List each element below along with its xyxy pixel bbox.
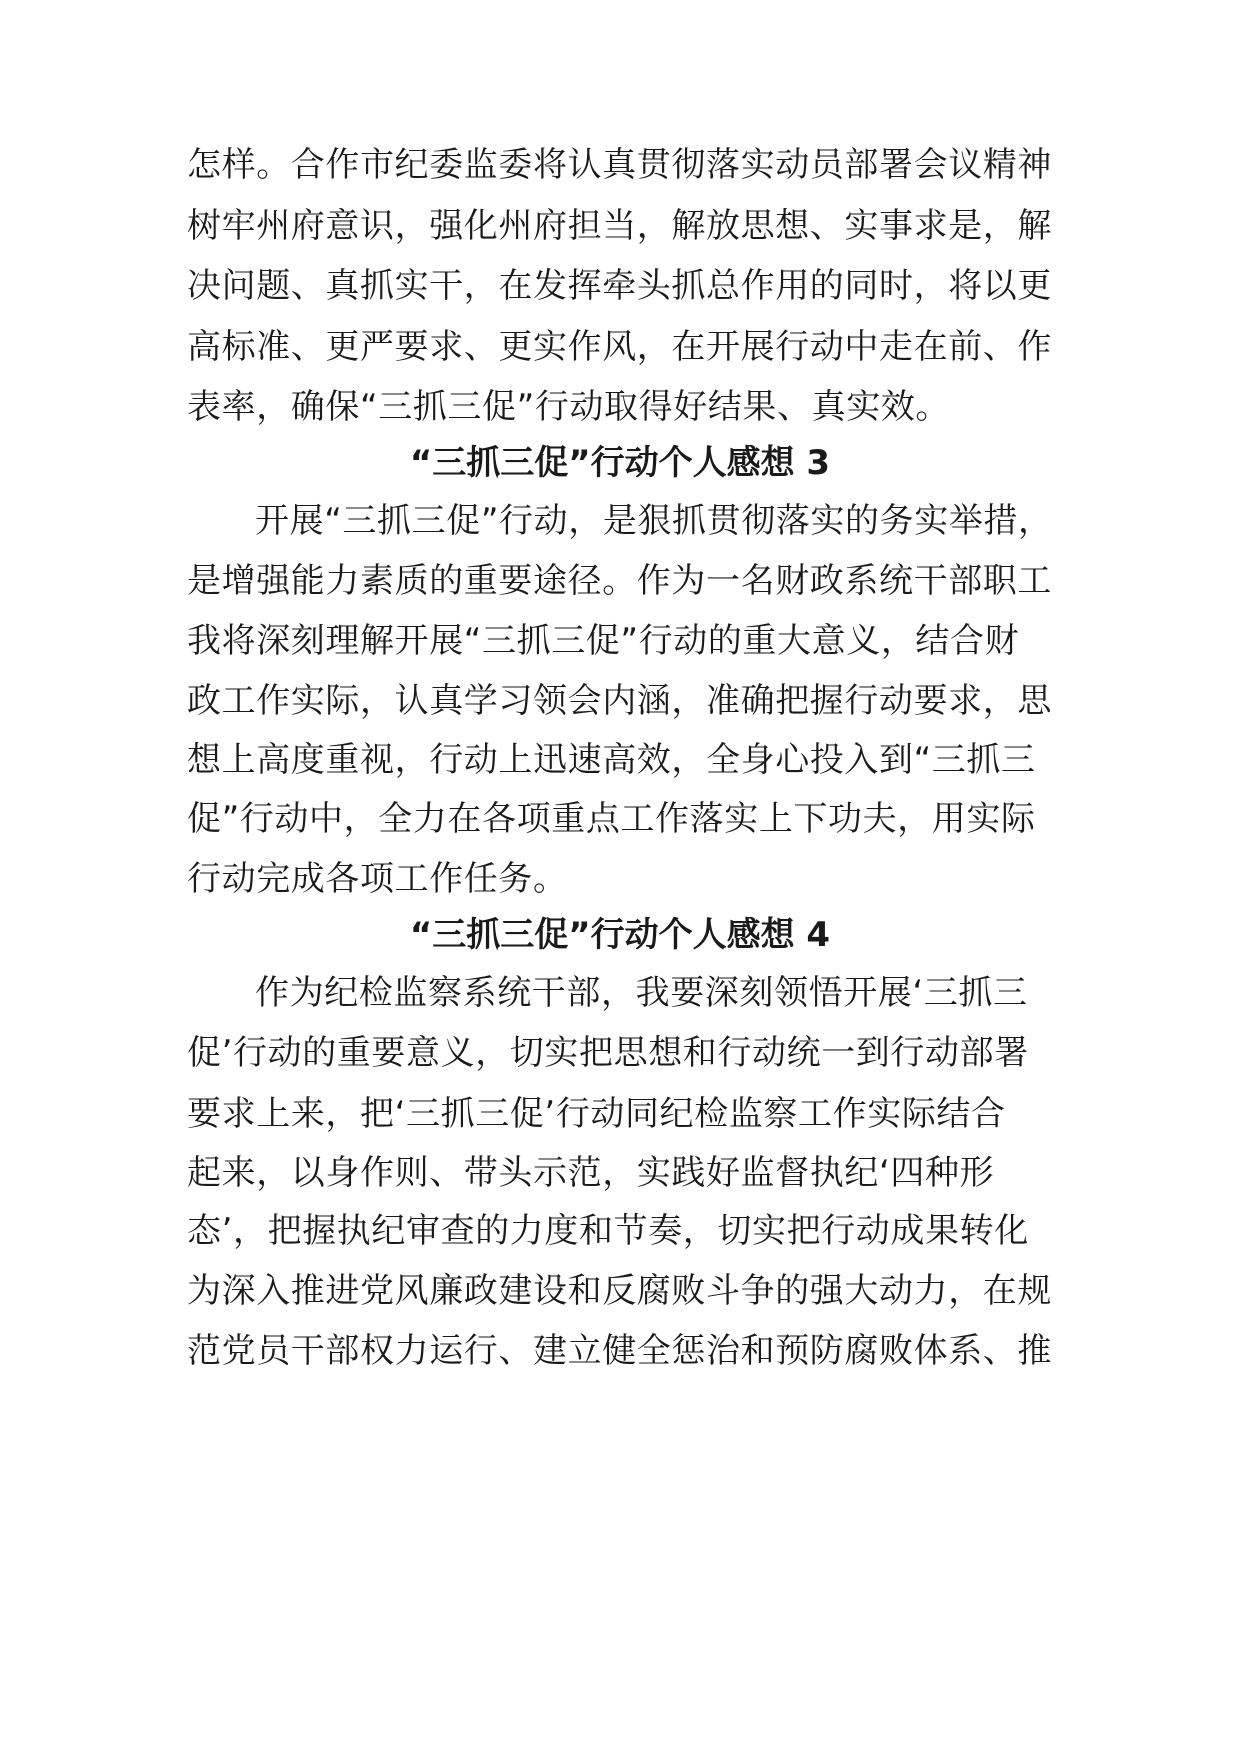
paragraph-line: 范党员干部权力运行、建立健全惩治和预防腐败体系、推	[187, 1331, 1052, 1371]
paragraph-line: 我将深刻理解开展“三抓三促”行动的重大意义，结合财	[187, 621, 1020, 661]
paragraph-line: 想上高度重视，行动上迅速高效，全身心投入到“三抓三	[187, 740, 1036, 780]
section-heading-3: “三抓三促”行动个人感想 3	[409, 443, 831, 483]
paragraph-line: 行动完成各项工作任务。	[187, 859, 568, 899]
paragraph-line: 起来，以身作则、带头示范，实践好监督执纪‘四种形	[187, 1153, 995, 1193]
paragraph-line: 是增强能力素质的重要途径。作为一名财政系统干部职工	[187, 561, 1052, 601]
paragraph-line: 政工作实际，认真学习领会内涵，准确把握行动要求，思	[187, 681, 1052, 721]
paragraph-line: 表率，确保“三抓三促”行动取得好结果、真实效。	[187, 387, 951, 427]
paragraph-line: 促’行动的重要意义，切实把思想和行动统一到行动部署	[187, 1033, 1029, 1073]
paragraph-line: 为深入推进党风廉政建设和反腐败斗争的强大动力，在规	[187, 1271, 1052, 1311]
paragraph-line: 怎样。合作市纪委监委将认真贯彻落实动员部署会议精神	[187, 145, 1052, 185]
paragraph-line: 促”行动中，全力在各项重点工作落实上下功夫，用实际	[187, 799, 1036, 839]
paragraph-line: 要求上来，把‘三抓三促’行动同纪检监察工作实际结合	[187, 1094, 1006, 1134]
paragraph-line: 开展“三抓三促”行动，是狠抓贯彻落实的务实举措，	[255, 501, 1053, 541]
section-heading-4: “三抓三促”行动个人感想 4	[409, 915, 831, 955]
paragraph-line: 树牢州府意识，强化州府担当，解放思想、实事求是，解	[187, 206, 1052, 246]
paragraph-line: 决问题、真抓实干，在发挥牵头抓总作用的同时，将以更	[187, 266, 1052, 306]
paragraph-line: 作为纪检监察系统干部，我要深刻领悟开展‘三抓三	[255, 973, 1028, 1013]
paragraph-line: 高标准、更严要求、更实作风，在开展行动中走在前、作	[187, 327, 1052, 367]
paragraph-line: 态’，把握执纪审查的力度和节奏，切实把行动成果转化	[187, 1211, 1029, 1251]
